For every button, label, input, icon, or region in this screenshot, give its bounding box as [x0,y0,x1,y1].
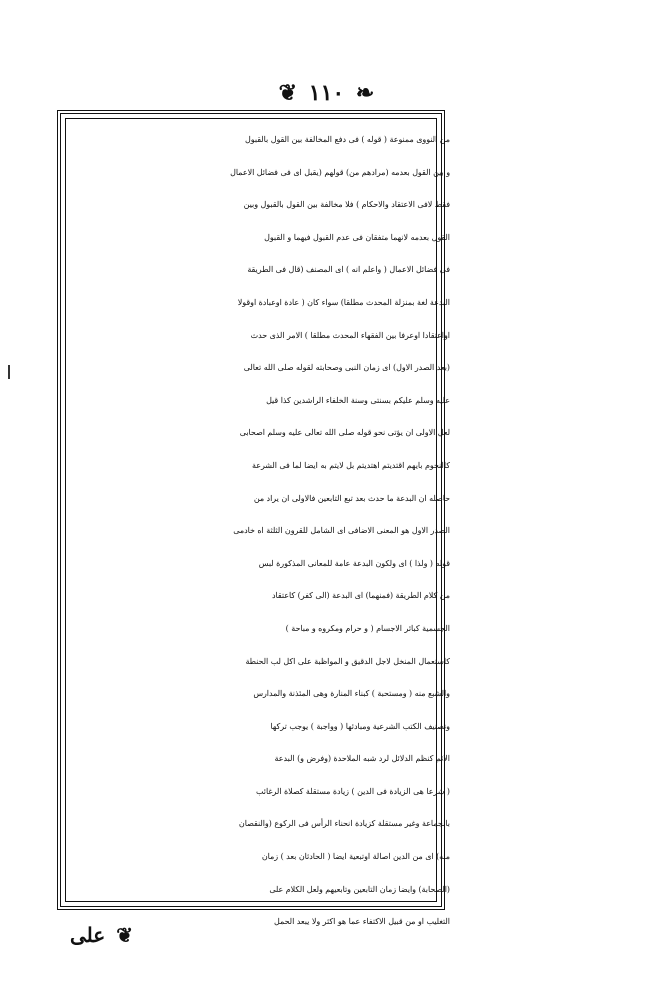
text-line: فقط لافى الاعتقاد والاحكام ) فلا مخالفة بين القول بالقبول وبين [243,200,450,210]
text-line: (بعد الصدر الاول) اى زمان النبى وصحابته لقوله صلى الله تعالى [243,363,450,373]
text-line: لعل الاولى ان يؤتى نحو قوله صلى الله تعالى عليه وسلم اصحابى [239,428,450,438]
text-line: الصدر الاول هو المعنى الاضافى اى الشامل للقرون الثلثة اه خادمى [233,526,450,536]
margin-mark [8,365,10,379]
text-line: البدعة لغة بمنزلة المحدث مطلقا) سواء كان ( عادة اوعبادة اوقولا [237,297,450,307]
text-line: بالجماعة وغير مستقلة كزيادة انحناء الرأس فى الركوع (والنقصان [238,819,450,829]
text-line: اواعتقادا اوعرفا بين الفقهاء المحدث مطلقا ) الامر الذى حدث [250,330,450,340]
catchword [70,923,190,947]
text-line: ( شرعا هى الزيادة فى الدين ) زيادة مستقلة كصلاة الرغائب [256,786,450,796]
text-line: و بين القول بعدمه (مرادهم من) قولهم (يقبل اى فى فضائل الاعمال [230,167,450,177]
text-line: من النووى ممنوعة ( قوله ) فى دفع المخالفة بين القول بالقبول [245,135,450,144]
page-header [0,80,653,106]
text-line: الاثم كنظم الدلائل لرد شبه الملاحدة (وفرض و) البدعة [274,754,450,764]
text-line: والشبع منه ( ومستحبة ) كبناء المنارة وهى المئذنة والمدارس [253,689,450,699]
text-line: كاستعمال المنخل لاجل الدقيق و المواظبة على اكل لب الحنطة [245,656,450,666]
left-ornament-icon: ❦ [278,80,298,106]
text-line: حاصله ان البدعة ما حدث بعد تبع التابعين فالاولى ان يراد من [253,493,450,503]
right-ornament-icon: ❧ [355,80,375,106]
text-line: عليه وسلم عليكم بسنتى وسنة الخلفاء الراشدين كذا قيل [266,395,450,405]
text-line: منه) اى من الدين اصالة اوتبعية ايضا ( الحادثان بعد ) زمان [261,852,450,862]
text-line: (الصحابة) وايضا زمان التابعين وتابعيهم ولعل الكلام على [269,884,450,894]
catchword-ornament-icon: ❦ [116,923,133,947]
text-line: القول بعدمه لانهما متفقان فى عدم القبول فيهما و القبول [264,232,450,242]
text-line: قوله ( ولذا ) اى ولكون البدعة عامة للمعانى المذكورة لبس [258,558,450,568]
text-line: من كلام الطريقة (فمنهما) اى البدعة (الى كفر) كاعتقاد [272,591,450,601]
text-line: التغليب او من قبيل الاكتفاء عما هو اكثر ولا يبعد الحمل [274,917,450,927]
page-number: ١١٠ [308,80,345,106]
catchword-text: على [70,923,106,947]
text-line: وتصنيف الكتب الشرعية ومبادئها ( وواجبة ) يوجب تركها [270,721,450,731]
text-line: كالنجوم بايهم اقتديتم اهتديتم بل لايتم به ايضا لما فى الشرعة [252,460,450,470]
body-text [62,124,450,939]
text-line: فى فضائل الاعمال ( واعلم انه ) اى المصنف (قال فى الطريقة [247,265,450,275]
text-line: الجسمية كبائر الاجسام ( و حرام ومكروه و مباحة ) [285,623,450,633]
